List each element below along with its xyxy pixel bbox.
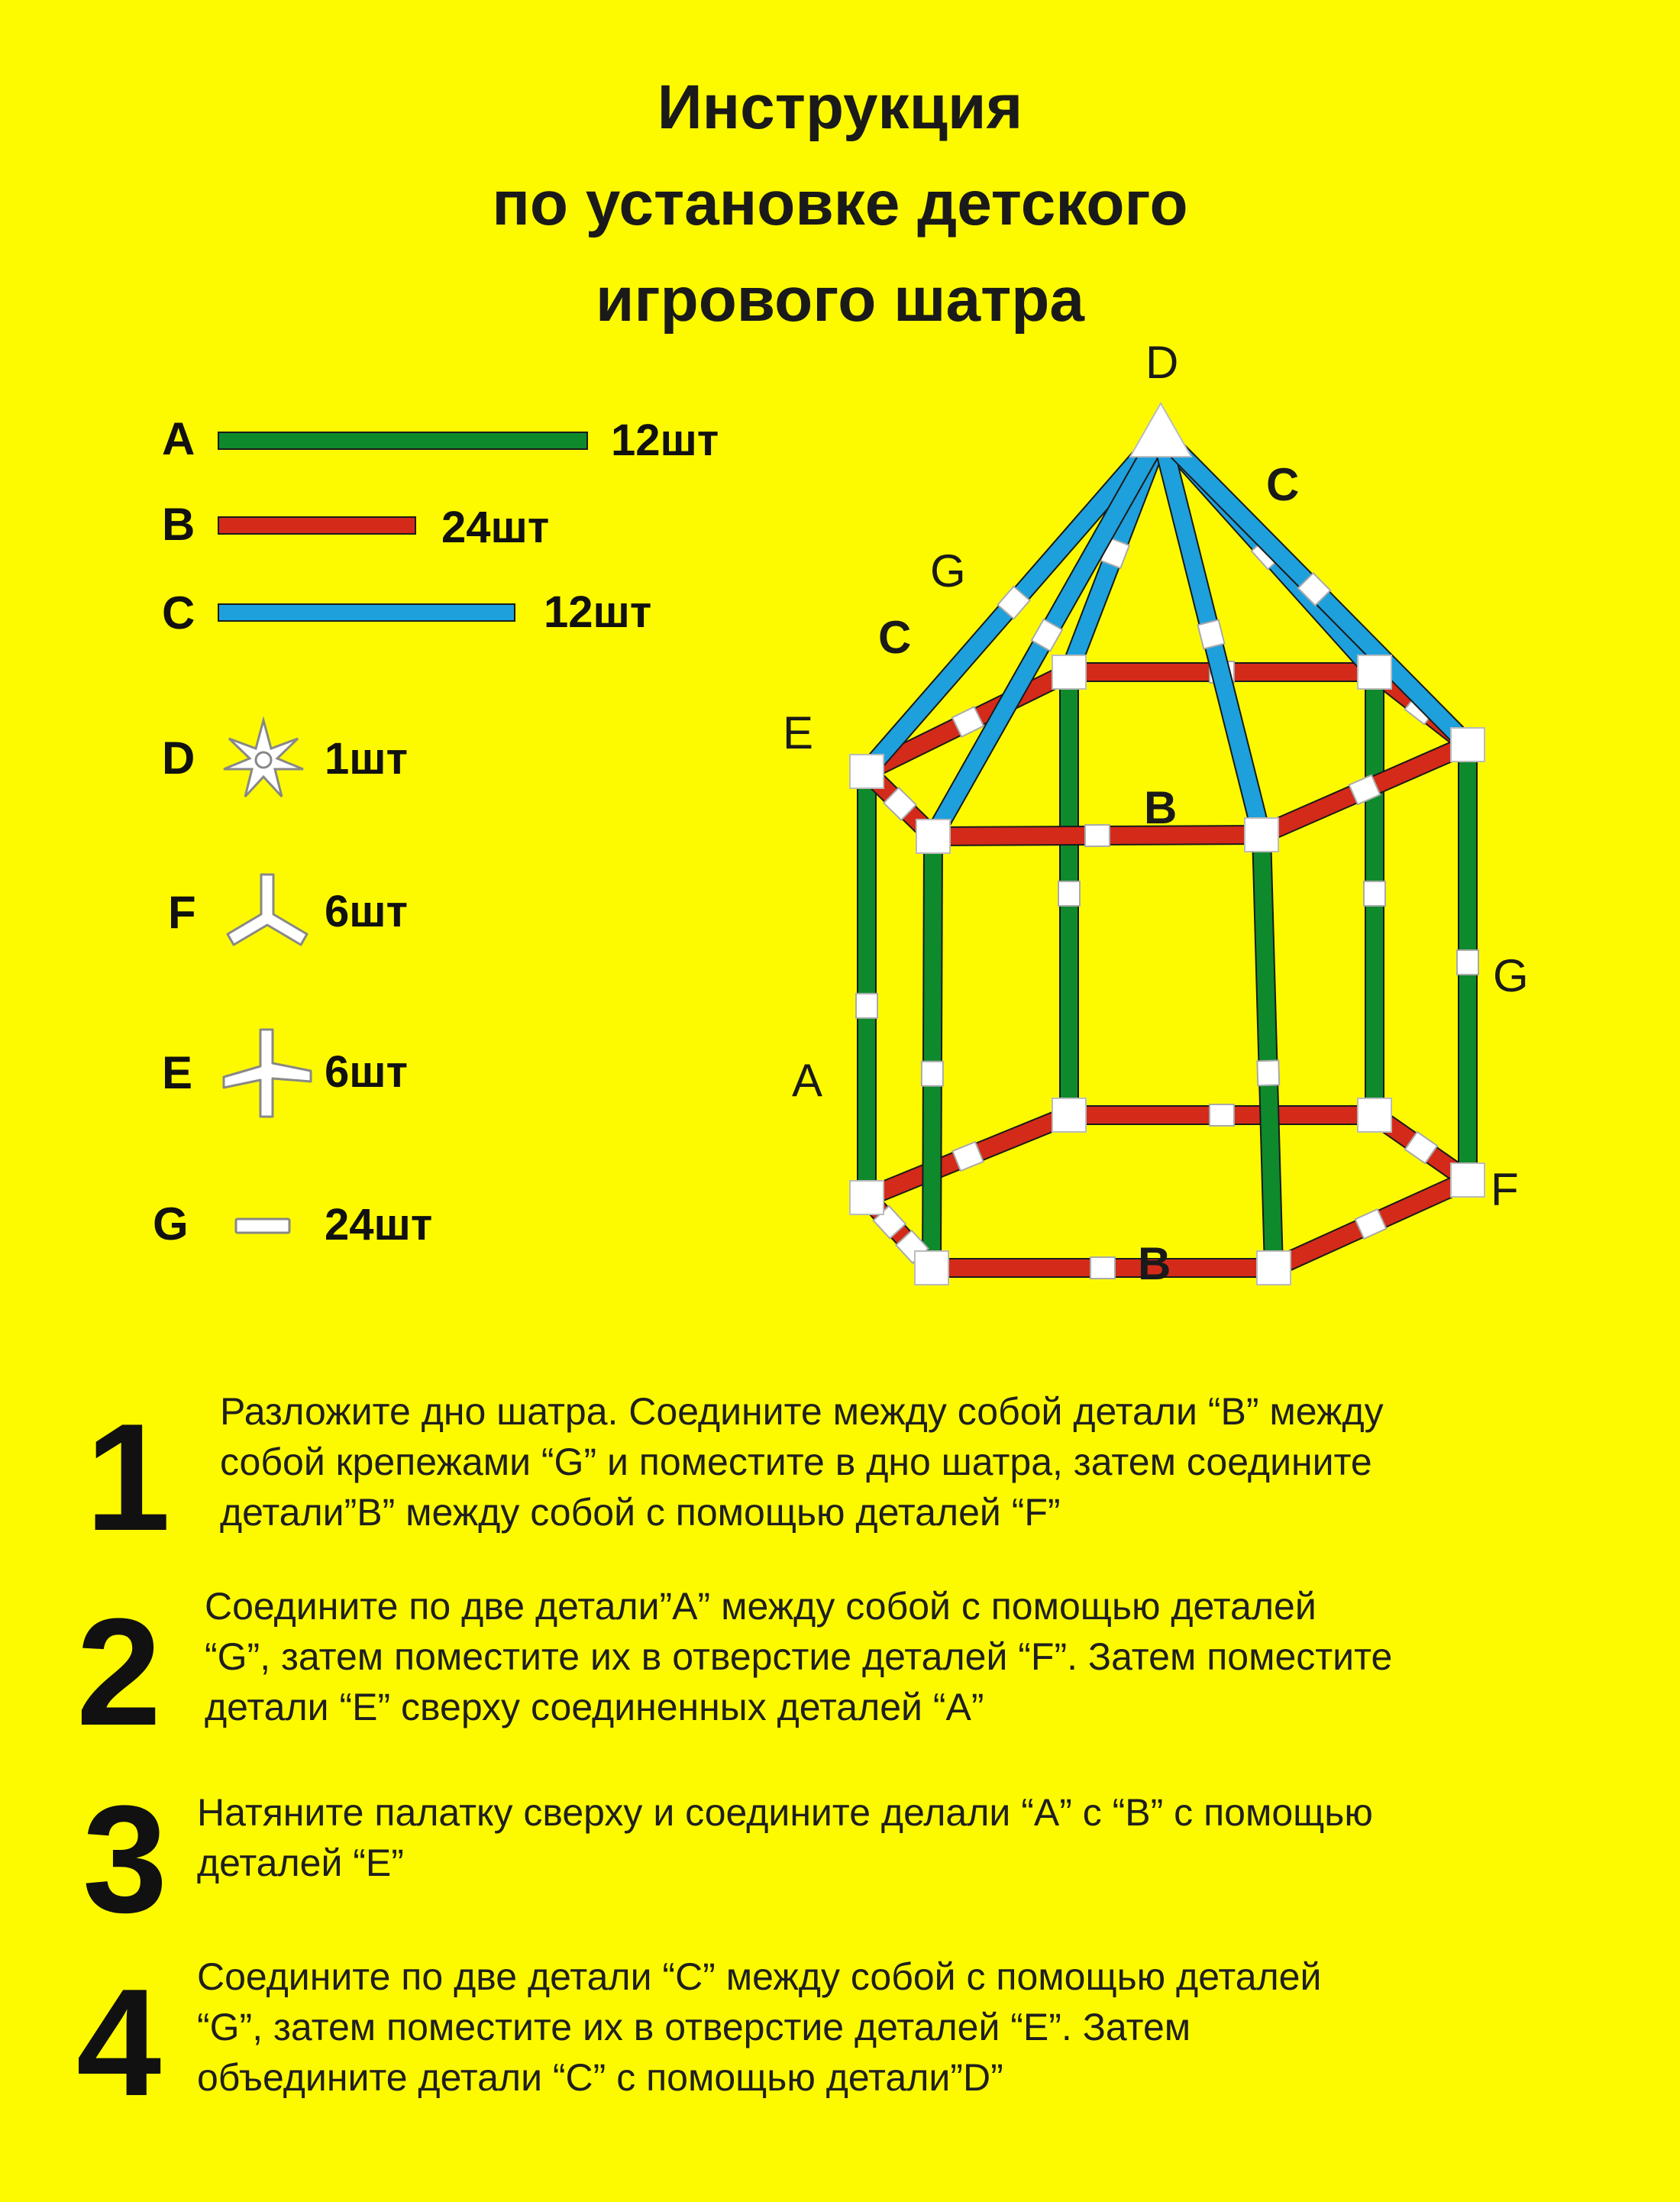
part-c-count: 12шт [544, 587, 652, 637]
step-2-line: Соедините по две детали”A” между собой с помощью деталей [205, 1585, 1317, 1628]
step-1-line: детали”B” между собой с помощью деталей “F” [220, 1491, 1061, 1534]
step-3-line: Натяните палатку сверху и соедините делали “A” с “B” с помощью [197, 1791, 1373, 1834]
step-4-number: 4 [76, 1958, 162, 2128]
step-4-text [197, 1951, 1321, 2103]
joint-f-fr [1257, 1251, 1291, 1285]
step-1-text [220, 1386, 1384, 1538]
label-f-base: F [1491, 1164, 1519, 1215]
joint-f-lf [850, 1181, 884, 1214]
joint-e-fl [916, 820, 950, 853]
base-b-front-coupler [1090, 1257, 1115, 1279]
part-e-count: 6шт [325, 1047, 409, 1097]
pole-a-front-right-coupler [1257, 1060, 1279, 1085]
label-a-pole: A [792, 1055, 823, 1106]
joint-f-lb [1052, 1098, 1086, 1132]
label-e-corner: E [783, 707, 814, 758]
part-b-count: 24шт [441, 503, 550, 552]
connector-d-top [1130, 403, 1191, 457]
part-c-letter: C [162, 587, 195, 639]
step-3-text [197, 1787, 1373, 1888]
step-2-text [205, 1581, 1392, 1732]
part-a-letter: A [162, 413, 195, 464]
joint-f-rf [1451, 1163, 1485, 1197]
step-2-number: 2 [76, 1587, 162, 1757]
roof-c-front-right-coupler [1198, 620, 1225, 649]
part-g-count: 24шт [325, 1200, 433, 1250]
step-3-line: деталей “E” [197, 1841, 404, 1884]
part-e-letter: E [162, 1047, 193, 1098]
part-d-letter: D [162, 732, 195, 784]
part-b-letter: B [162, 499, 195, 550]
step-2-line: “G”, затем поместите их в отверстие деталей “F”. Затем поместите [205, 1635, 1393, 1678]
joint-e-fr [1245, 818, 1278, 852]
label-b-base: B [1138, 1238, 1171, 1289]
part-f-letter: F [168, 887, 196, 938]
title-line-3: игрового шатра [596, 265, 1084, 335]
part-g-letter: G [153, 1198, 189, 1250]
step-2-line: детали “E” сверху соединенных деталей “A” [205, 1686, 984, 1728]
pole-a-right-coupler [1457, 950, 1478, 975]
step-1-line: Разложите дно шатра. Соедините между собой детали “B” между [220, 1390, 1384, 1433]
step-3-number: 3 [82, 1774, 168, 1945]
pole-a-front-left [932, 836, 933, 1268]
joint-e-lb [1052, 655, 1086, 689]
label-c-roof-right: C [1266, 459, 1300, 510]
joint-f-rb [1358, 1098, 1391, 1132]
label-g-roof: G [930, 545, 966, 597]
base-b-back-coupler [1210, 1104, 1234, 1126]
joint-e-rf [1451, 728, 1485, 761]
joint-f-fl [915, 1251, 948, 1285]
title-line-2: по установке детского [492, 169, 1188, 238]
label-d-top: D [1145, 337, 1179, 388]
part-f-count: 6шт [325, 887, 409, 936]
part-d-count: 1шт [325, 734, 409, 784]
part-a-count: 12шт [611, 416, 719, 465]
label-g-side: G [1493, 950, 1529, 1001]
step-1-line: собой крепежами “G” и поместите в дно шатра, затем соедините [220, 1441, 1372, 1483]
label-b-mid: B [1144, 782, 1178, 833]
joint-e-lf [850, 755, 884, 788]
label-c-roof-left: C [878, 612, 912, 663]
ring-b-front-coupler [1085, 825, 1110, 846]
step-4-line: “G”, затем поместите их в отверстие деталей “E”. Затем [197, 2006, 1191, 2048]
step-4-line: объедините детали “C” с помощью детали”D” [197, 2056, 1003, 2099]
pole-a-back-left-coupler [1058, 881, 1080, 906]
joint-e-rb [1358, 655, 1391, 689]
step-1-number: 1 [86, 1392, 171, 1563]
pole-a-left-coupler [856, 994, 877, 1018]
step-4-line: Соедините по две детали “C” между собой с помощью деталей [197, 1955, 1322, 1998]
pole-a-back-right-coupler [1364, 881, 1385, 906]
title-line-1: Инструкция [657, 73, 1023, 142]
pole-a-front-left-coupler [922, 1062, 943, 1086]
